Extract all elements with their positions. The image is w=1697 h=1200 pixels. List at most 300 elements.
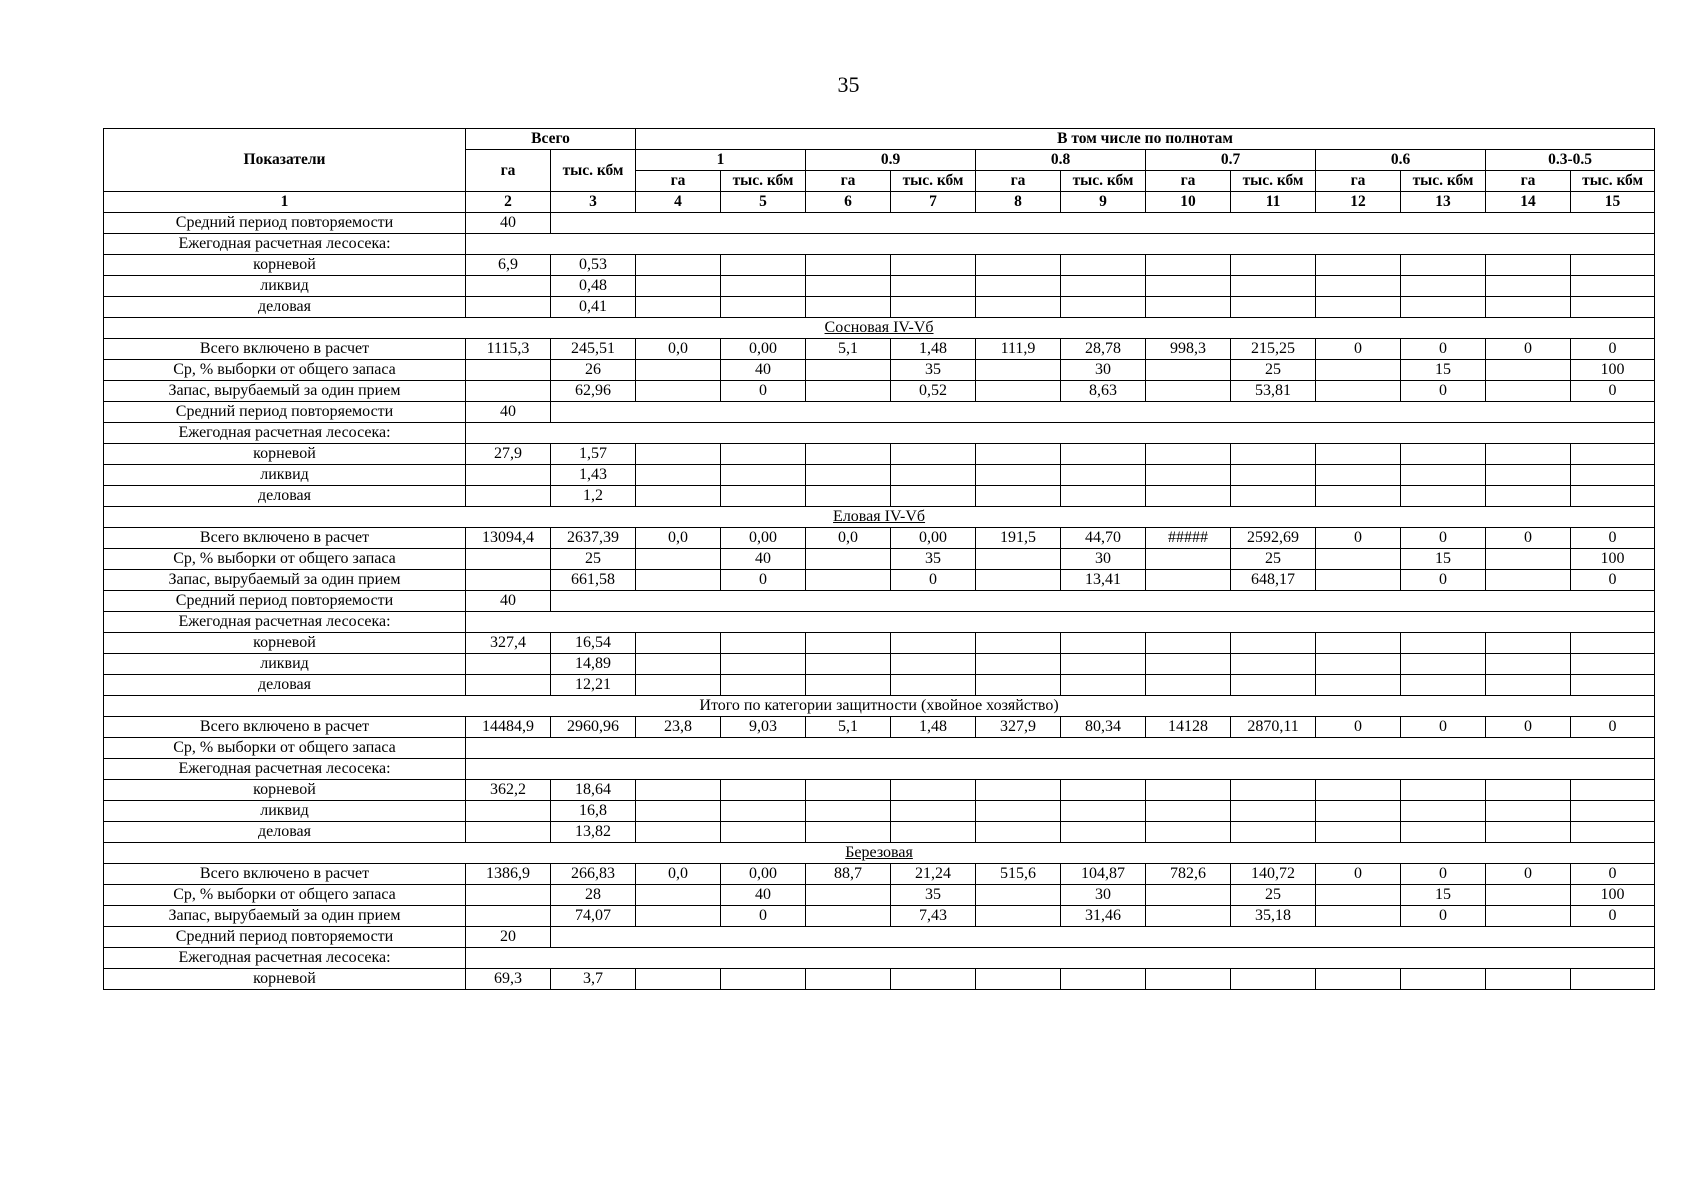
table-cell — [1316, 969, 1401, 990]
table-cell — [976, 906, 1061, 927]
table-cell — [1146, 675, 1231, 696]
table-row — [104, 423, 1655, 444]
table-cell — [1571, 276, 1655, 297]
table-cell: 25 — [1231, 885, 1316, 906]
table-cell — [1146, 549, 1231, 570]
table-cell — [1231, 633, 1316, 654]
table-cell — [466, 654, 551, 675]
table-row — [104, 717, 1655, 738]
table-cell — [976, 633, 1061, 654]
header-total-vol: тыс. кбм — [551, 150, 636, 192]
table-cell — [1486, 549, 1571, 570]
table-cell — [1061, 801, 1146, 822]
table-cell — [466, 738, 1655, 759]
row-label: деловая — [104, 297, 466, 318]
section-title: Березовая — [104, 843, 1655, 864]
row-label: Ср, % выборки от общего запаса — [104, 885, 466, 906]
table-cell: 0 — [1571, 570, 1655, 591]
table-cell — [466, 885, 551, 906]
row-label: Всего включено в расчет — [104, 864, 466, 885]
table-row — [104, 465, 1655, 486]
header-total: Всего — [466, 129, 636, 150]
table-cell — [721, 297, 806, 318]
table-cell — [891, 822, 976, 843]
table-cell — [1146, 297, 1231, 318]
table-cell — [806, 297, 891, 318]
table-cell — [1316, 822, 1401, 843]
table-cell — [1231, 444, 1316, 465]
table-cell — [1061, 465, 1146, 486]
table-cell — [636, 906, 721, 927]
table-cell — [1486, 654, 1571, 675]
table-cell — [1316, 297, 1401, 318]
table-cell: 5,1 — [806, 339, 891, 360]
table-cell: 69,3 — [466, 969, 551, 990]
table-cell — [806, 822, 891, 843]
row-label: деловая — [104, 486, 466, 507]
table-cell: 100 — [1571, 360, 1655, 381]
table-cell — [891, 675, 976, 696]
section-title: Итого по категории защитности (хвойное хозяйство) — [104, 696, 1655, 717]
table-cell: 0,00 — [721, 528, 806, 549]
col-number: 10 — [1146, 192, 1231, 213]
table-cell — [1061, 255, 1146, 276]
table-cell — [976, 570, 1061, 591]
table-cell — [721, 444, 806, 465]
table-cell — [636, 486, 721, 507]
row-label: Средний период повторяемости — [104, 591, 466, 612]
table-cell — [636, 633, 721, 654]
header-total-ha: га — [466, 150, 551, 192]
table-cell — [1061, 654, 1146, 675]
table-cell — [1146, 654, 1231, 675]
header-density-1: 1 — [636, 150, 806, 171]
table-cell: 40 — [721, 360, 806, 381]
table-cell: 0 — [1401, 339, 1486, 360]
table-cell: 0,00 — [721, 864, 806, 885]
table-cell — [1571, 822, 1655, 843]
table-cell — [1486, 633, 1571, 654]
col-number: 13 — [1401, 192, 1486, 213]
table-cell — [1486, 465, 1571, 486]
table-cell: 14128 — [1146, 717, 1231, 738]
table-cell: 0 — [721, 570, 806, 591]
header-ha: га — [976, 171, 1061, 192]
table-cell — [466, 423, 1655, 444]
table-cell — [1571, 675, 1655, 696]
table-cell: 1386,9 — [466, 864, 551, 885]
table-cell — [466, 801, 551, 822]
table-cell: 0 — [1316, 717, 1401, 738]
table-cell: 661,58 — [551, 570, 636, 591]
table-cell: 40 — [466, 591, 551, 612]
table-cell — [1316, 633, 1401, 654]
header-including: В том числе по полнотам — [636, 129, 1655, 150]
table-cell — [976, 297, 1061, 318]
section-title: Сосновая IV-Vб — [104, 318, 1655, 339]
table-cell: 30 — [1061, 360, 1146, 381]
table-cell — [806, 570, 891, 591]
row-label: Запас, вырубаемый за один прием — [104, 906, 466, 927]
section-row — [104, 318, 1655, 339]
section-row — [104, 843, 1655, 864]
header-ha: га — [806, 171, 891, 192]
header-vol: тыс. кбм — [1061, 171, 1146, 192]
table-cell — [1316, 801, 1401, 822]
col-number: 3 — [551, 192, 636, 213]
table-row — [104, 801, 1655, 822]
table-cell: 0,0 — [636, 528, 721, 549]
table-cell: 35 — [891, 885, 976, 906]
table-row — [104, 738, 1655, 759]
header-ha: га — [1146, 171, 1231, 192]
table-cell — [1316, 906, 1401, 927]
table-cell — [1146, 633, 1231, 654]
row-label: Средний период повторяемости — [104, 927, 466, 948]
table-cell — [1146, 885, 1231, 906]
table-cell — [1231, 780, 1316, 801]
row-label: Всего включено в расчет — [104, 339, 466, 360]
table-cell — [1061, 297, 1146, 318]
table-cell — [466, 276, 551, 297]
table-cell: 0,0 — [806, 528, 891, 549]
table-row — [104, 885, 1655, 906]
row-label: Ежегодная расчетная лесосека: — [104, 423, 466, 444]
header-vol: тыс. кбм — [891, 171, 976, 192]
table-cell — [1316, 255, 1401, 276]
table-cell — [806, 381, 891, 402]
table-row — [104, 339, 1655, 360]
table-cell — [1401, 297, 1486, 318]
table-cell: 26 — [551, 360, 636, 381]
table-cell — [1571, 780, 1655, 801]
table-cell: 0 — [1401, 864, 1486, 885]
header-ha: га — [1486, 171, 1571, 192]
table-cell — [976, 360, 1061, 381]
table-cell: 215,25 — [1231, 339, 1316, 360]
table-cell — [1401, 633, 1486, 654]
table-cell: 20 — [466, 927, 551, 948]
table-cell: 28 — [551, 885, 636, 906]
table-cell — [1231, 297, 1316, 318]
table-cell: 13,82 — [551, 822, 636, 843]
table-body — [104, 213, 1655, 990]
header-density-0-3-0-5: 0.3-0.5 — [1486, 150, 1655, 171]
header-ha: га — [636, 171, 721, 192]
table-cell — [1486, 801, 1571, 822]
table-cell — [466, 822, 551, 843]
col-number: 15 — [1571, 192, 1655, 213]
table-row — [104, 675, 1655, 696]
table-cell — [1061, 969, 1146, 990]
table-cell — [1401, 276, 1486, 297]
table-cell: 245,51 — [551, 339, 636, 360]
row-label: Запас, вырубаемый за один прием — [104, 570, 466, 591]
table-cell — [636, 360, 721, 381]
header-vol: тыс. кбм — [1231, 171, 1316, 192]
table-cell — [1486, 780, 1571, 801]
table-cell: 12,21 — [551, 675, 636, 696]
table-cell — [1571, 801, 1655, 822]
table-row — [104, 864, 1655, 885]
table-cell: 0,0 — [636, 339, 721, 360]
table-cell — [1231, 675, 1316, 696]
row-label: корневой — [104, 255, 466, 276]
table-cell — [636, 654, 721, 675]
table-cell — [1316, 276, 1401, 297]
row-label: ликвид — [104, 654, 466, 675]
table-cell — [1486, 255, 1571, 276]
table-cell — [1401, 969, 1486, 990]
col-number: 1 — [104, 192, 466, 213]
table-cell — [891, 276, 976, 297]
table-row — [104, 486, 1655, 507]
forest-allowance-table — [103, 128, 1655, 990]
table-cell: 140,72 — [1231, 864, 1316, 885]
table-cell — [1316, 549, 1401, 570]
table-cell: 30 — [1061, 885, 1146, 906]
table-cell — [1231, 654, 1316, 675]
table-cell — [721, 801, 806, 822]
table-cell — [1486, 486, 1571, 507]
table-cell: 0 — [1401, 570, 1486, 591]
table-cell: 0 — [1571, 339, 1655, 360]
table-row — [104, 654, 1655, 675]
table-cell: 30 — [1061, 549, 1146, 570]
table-cell — [1486, 570, 1571, 591]
table-cell — [636, 276, 721, 297]
table-cell — [1146, 465, 1231, 486]
col-number: 5 — [721, 192, 806, 213]
table-cell: 25 — [551, 549, 636, 570]
table-cell — [721, 675, 806, 696]
table-cell — [806, 549, 891, 570]
table-cell — [1061, 444, 1146, 465]
table-cell — [1061, 633, 1146, 654]
table-cell — [891, 654, 976, 675]
table-cell: 16,8 — [551, 801, 636, 822]
table-cell: 0 — [1401, 381, 1486, 402]
table-cell: 111,9 — [976, 339, 1061, 360]
table-cell — [1061, 486, 1146, 507]
row-label: Ежегодная расчетная лесосека: — [104, 612, 466, 633]
table-cell — [1316, 465, 1401, 486]
table-cell — [976, 276, 1061, 297]
table-cell — [806, 885, 891, 906]
table-row — [104, 213, 1655, 234]
table-cell: 0,00 — [721, 339, 806, 360]
table-cell: 1,57 — [551, 444, 636, 465]
table-cell — [976, 822, 1061, 843]
table-cell: 35 — [891, 360, 976, 381]
table-cell — [976, 465, 1061, 486]
table-cell — [1401, 255, 1486, 276]
table-cell: 21,24 — [891, 864, 976, 885]
table-cell — [806, 633, 891, 654]
table-cell — [1571, 255, 1655, 276]
row-label: корневой — [104, 969, 466, 990]
table-cell — [1486, 675, 1571, 696]
table-cell: 5,1 — [806, 717, 891, 738]
table-cell: 7,43 — [891, 906, 976, 927]
table-row — [104, 906, 1655, 927]
table-cell: 100 — [1571, 549, 1655, 570]
table-cell — [976, 255, 1061, 276]
table-row — [104, 759, 1655, 780]
table-cell — [806, 906, 891, 927]
table-cell — [1146, 276, 1231, 297]
table-cell — [721, 255, 806, 276]
table-cell — [1316, 675, 1401, 696]
table-cell — [891, 633, 976, 654]
header-vol: тыс. кбм — [1571, 171, 1655, 192]
table-cell: 16,54 — [551, 633, 636, 654]
table-cell — [891, 801, 976, 822]
table-cell: 0 — [1571, 528, 1655, 549]
table-cell: 28,78 — [1061, 339, 1146, 360]
table-cell: 327,4 — [466, 633, 551, 654]
table-cell: 13,41 — [1061, 570, 1146, 591]
table-cell — [1486, 906, 1571, 927]
table-cell — [466, 612, 1655, 633]
table-cell: 0 — [1571, 381, 1655, 402]
table-cell: 0,48 — [551, 276, 636, 297]
header-density-0-6: 0.6 — [1316, 150, 1486, 171]
table-cell — [636, 444, 721, 465]
table-row — [104, 570, 1655, 591]
table-cell — [1486, 444, 1571, 465]
row-label: Средний период повторяемости — [104, 402, 466, 423]
page-number: 35 — [837, 72, 860, 97]
table-cell — [551, 927, 1655, 948]
table-cell: 0 — [891, 570, 976, 591]
table-row — [104, 360, 1655, 381]
row-label: Ср, % выборки от общего запаса — [104, 360, 466, 381]
table-cell — [1316, 780, 1401, 801]
table-cell: 23,8 — [636, 717, 721, 738]
table-cell: 2960,96 — [551, 717, 636, 738]
table-cell — [1401, 486, 1486, 507]
row-label: Ср, % выборки от общего запаса — [104, 549, 466, 570]
table-cell — [1146, 486, 1231, 507]
table-cell: 15 — [1401, 885, 1486, 906]
table-cell: 0,52 — [891, 381, 976, 402]
table-cell: 40 — [466, 402, 551, 423]
table-cell — [1146, 780, 1231, 801]
table-cell — [891, 780, 976, 801]
table-cell — [976, 549, 1061, 570]
table-cell — [1231, 822, 1316, 843]
table-cell: 3,7 — [551, 969, 636, 990]
table-cell: 44,70 — [1061, 528, 1146, 549]
table-cell — [721, 486, 806, 507]
table-cell — [1316, 381, 1401, 402]
table-cell — [466, 360, 551, 381]
table-cell: 88,7 — [806, 864, 891, 885]
table-cell — [1486, 822, 1571, 843]
table-cell — [806, 444, 891, 465]
table-cell: 6,9 — [466, 255, 551, 276]
table-cell — [551, 213, 1655, 234]
table-cell — [806, 654, 891, 675]
table-cell: 0 — [1486, 864, 1571, 885]
table-cell: 1,48 — [891, 717, 976, 738]
table-cell — [1316, 570, 1401, 591]
table-cell: 40 — [466, 213, 551, 234]
table-cell — [466, 906, 551, 927]
table-cell: 25 — [1231, 360, 1316, 381]
table-row — [104, 297, 1655, 318]
table-cell — [1571, 969, 1655, 990]
table-cell — [1571, 654, 1655, 675]
table-cell — [976, 969, 1061, 990]
table-cell: 13094,4 — [466, 528, 551, 549]
table-cell: 1115,3 — [466, 339, 551, 360]
col-number: 12 — [1316, 192, 1401, 213]
table-cell — [551, 591, 1655, 612]
table-cell: 0 — [721, 381, 806, 402]
row-label: Ср, % выборки от общего запаса — [104, 738, 466, 759]
col-number: 11 — [1231, 192, 1316, 213]
table-cell — [1316, 360, 1401, 381]
header-vol: тыс. кбм — [1401, 171, 1486, 192]
table-row — [104, 255, 1655, 276]
table-cell — [1146, 801, 1231, 822]
table-cell — [466, 465, 551, 486]
table-cell — [1061, 822, 1146, 843]
table-cell — [1571, 297, 1655, 318]
table-cell: 2870,11 — [1231, 717, 1316, 738]
table-cell: 0 — [1486, 339, 1571, 360]
table-cell: 9,03 — [721, 717, 806, 738]
table-cell — [1401, 801, 1486, 822]
table-cell — [1486, 297, 1571, 318]
table-cell: 998,3 — [1146, 339, 1231, 360]
table-cell: 1,48 — [891, 339, 976, 360]
table-cell: 648,17 — [1231, 570, 1316, 591]
table-cell — [1146, 906, 1231, 927]
table-cell: 104,87 — [1061, 864, 1146, 885]
table-cell — [891, 444, 976, 465]
table-cell — [466, 381, 551, 402]
row-label: корневой — [104, 633, 466, 654]
row-label: деловая — [104, 822, 466, 843]
table-cell — [891, 969, 976, 990]
table-cell — [721, 654, 806, 675]
table-cell — [1571, 444, 1655, 465]
table-cell — [466, 549, 551, 570]
table-cell — [636, 780, 721, 801]
table-cell — [636, 255, 721, 276]
header-density-0-8: 0.8 — [976, 150, 1146, 171]
row-label: корневой — [104, 780, 466, 801]
table-cell — [636, 801, 721, 822]
table-cell — [1486, 969, 1571, 990]
table-cell: 782,6 — [1146, 864, 1231, 885]
table-row — [104, 927, 1655, 948]
row-label: Ежегодная расчетная лесосека: — [104, 759, 466, 780]
table-cell — [976, 444, 1061, 465]
col-number: 14 — [1486, 192, 1571, 213]
table-cell — [976, 654, 1061, 675]
header-density-0-7: 0.7 — [1146, 150, 1316, 171]
header-ha: га — [1316, 171, 1401, 192]
table-cell: 14484,9 — [466, 717, 551, 738]
table-cell — [636, 675, 721, 696]
section-title: Еловая IV-Vб — [104, 507, 1655, 528]
table-cell — [976, 780, 1061, 801]
row-label: ликвид — [104, 801, 466, 822]
